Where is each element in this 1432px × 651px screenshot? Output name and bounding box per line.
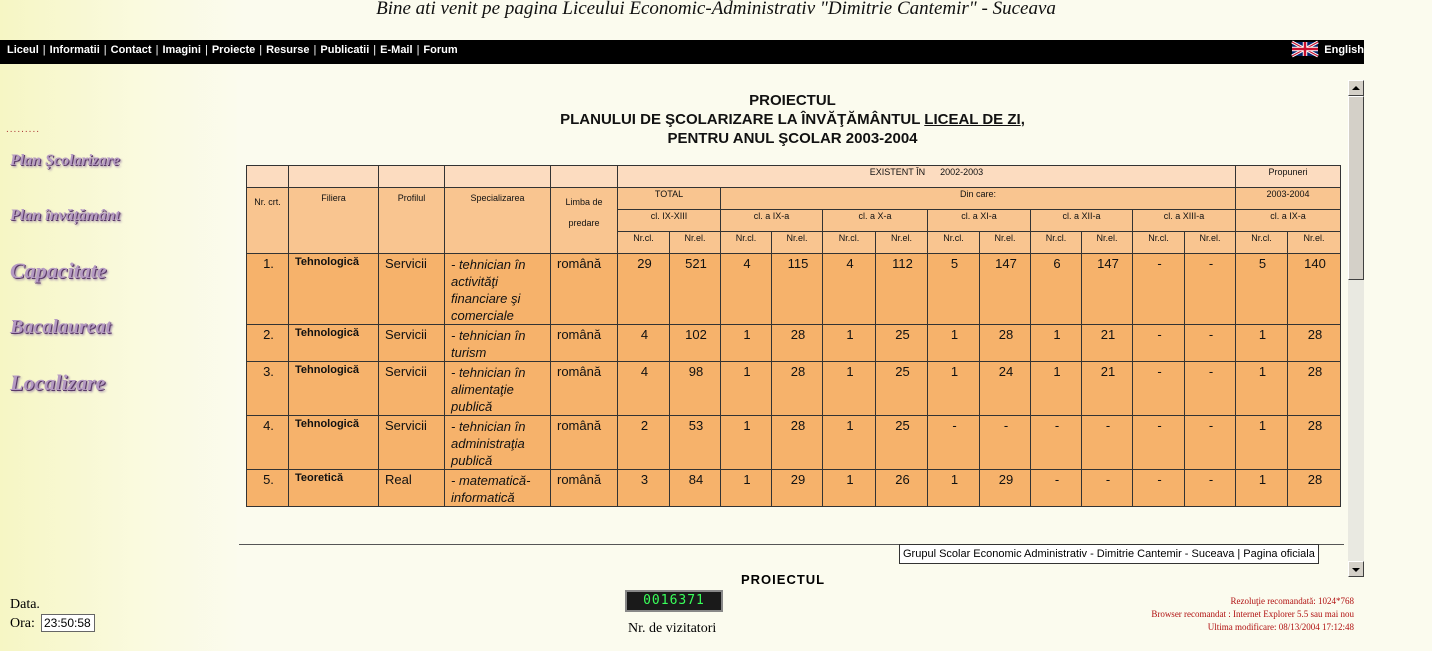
cell-value: 4 [618, 325, 670, 362]
propuneri-header: Propuneri [1236, 166, 1341, 188]
title-line-1: PROIECTUL [749, 92, 836, 109]
cell-value: 1 [721, 362, 772, 416]
cell-specializare: - tehnician în turism [445, 325, 551, 362]
cell-value: - [1185, 416, 1236, 470]
cell-value: 24 [980, 362, 1031, 416]
header-nrcl: Nr.cl. [823, 232, 876, 254]
cell-specializare: - tehnician în alimentaţie publică [445, 362, 551, 416]
header-specializare: Specializarea [445, 188, 551, 254]
table-row [247, 416, 1341, 470]
cell-value: - [1031, 416, 1082, 470]
cell-filiera: Tehnologică [289, 416, 379, 470]
cell-value: 1 [1236, 325, 1288, 362]
time-field[interactable] [41, 614, 95, 632]
nav-resurse[interactable]: Resurse [266, 44, 310, 56]
cell-value: 21 [1082, 362, 1133, 416]
table-row [247, 254, 1341, 325]
cell-value: 28 [1288, 416, 1341, 470]
cell-value: 102 [670, 325, 721, 362]
cell-value: - [1133, 416, 1185, 470]
sidebar-item-capacitate[interactable]: Capacitate [10, 258, 107, 283]
cell-value: 21 [1082, 325, 1133, 362]
cell-limba: română [551, 362, 618, 416]
cell-nr: 2. [247, 325, 289, 362]
cell-value: 112 [876, 254, 928, 325]
header-nrel: Nr.el. [670, 232, 721, 254]
cell-nr: 4. [247, 416, 289, 470]
main-content [237, 80, 1348, 587]
english-label: English [1324, 44, 1364, 56]
header-nrcl: Nr.cl. [618, 232, 670, 254]
cell-value: 5 [928, 254, 980, 325]
cell-value: 28 [772, 362, 823, 416]
cell-limba: română [551, 325, 618, 362]
header-cl-ix-prop: cl. a IX-a [1236, 210, 1341, 232]
cell-profil: Servicii [379, 416, 445, 470]
cell-value: - [1185, 362, 1236, 416]
time-label: Ora: [10, 616, 35, 631]
header-nr: Nr. crt. [247, 188, 289, 254]
cell-nr: 3. [247, 362, 289, 416]
nav-forum[interactable]: Forum [423, 44, 458, 56]
cell-nr: 5. [247, 470, 289, 507]
arrow-up-icon [1352, 86, 1360, 90]
cell-value: 521 [670, 254, 721, 325]
cell-value: - [1185, 254, 1236, 325]
cell-value: - [1185, 470, 1236, 507]
official-page-label: Grupul Scolar Economic Administrativ - Dimitrie Cantemir - Suceava | Pagina oficiala [899, 544, 1319, 564]
header-nrel: Nr.el. [876, 232, 928, 254]
cell-value: 1 [928, 362, 980, 416]
header-propuneri-year: 2003-2004 [1236, 188, 1341, 210]
cell-value: 115 [772, 254, 823, 325]
nav-liceul[interactable]: Liceul [7, 44, 39, 56]
cell-value: 1 [721, 416, 772, 470]
header-cl-ix: cl. a IX-a [721, 210, 823, 232]
cell-filiera: Tehnologică [289, 362, 379, 416]
arrow-down-icon [1352, 568, 1360, 572]
cell-value: 28 [1288, 362, 1341, 416]
cell-value: 1 [823, 470, 876, 507]
cell-value: - [1133, 254, 1185, 325]
sidebar-item-plan-invatamant[interactable]: Plan învățământ [10, 207, 120, 224]
cell-value: 28 [1288, 470, 1341, 507]
cell-value: 1 [928, 470, 980, 507]
header-din-care: Din care: [721, 188, 1236, 210]
cell-value: - [1133, 362, 1185, 416]
sidebar-item-plan-scolarizare[interactable]: Plan Școlarizare [10, 152, 120, 169]
cell-value: 2 [618, 416, 670, 470]
title-line-3: PENTRU ANUL ŞCOLAR 2003-2004 [667, 130, 918, 147]
nav-email[interactable]: E-Mail [380, 44, 413, 56]
cell-specializare: - matematică-informatică [445, 470, 551, 507]
nav-imagini[interactable]: Imagini [162, 44, 201, 56]
header-nrel: Nr.el. [1185, 232, 1236, 254]
info-last-modified: Ultima modificare: 08/13/2004 17:12:48 [1207, 622, 1354, 632]
date-label: Data. [10, 597, 40, 612]
nav-proiecte[interactable]: Proiecte [211, 44, 256, 56]
sidebar-dots: ......... [6, 124, 41, 135]
header-limba: Limba de predare [551, 188, 618, 254]
visitor-counter: 0016371 [625, 590, 723, 612]
document-title [237, 91, 1348, 148]
cell-value: 147 [980, 254, 1031, 325]
page-title: Bine ati venit pe pagina Liceului Economic-Administrativ "Dimitrie Cantemir" - Suceava [376, 0, 1056, 19]
cell-value: 28 [772, 416, 823, 470]
cell-value: 53 [670, 416, 721, 470]
cell-value: - [980, 416, 1031, 470]
header-filiera: Filiera [289, 188, 379, 254]
cell-value: 1 [1236, 470, 1288, 507]
cell-profil: Servicii [379, 254, 445, 325]
cell-value: 84 [670, 470, 721, 507]
cell-value: 26 [876, 470, 928, 507]
nav-informatii[interactable]: Informatii [49, 44, 100, 56]
table-row [247, 362, 1341, 416]
scroll-thumb[interactable] [1348, 96, 1364, 280]
english-language-link[interactable] [1292, 40, 1364, 64]
cell-profil: Servicii [379, 325, 445, 362]
cell-value: 147 [1082, 254, 1133, 325]
cell-limba: română [551, 254, 618, 325]
cell-value: 1 [823, 325, 876, 362]
cell-value: 29 [772, 470, 823, 507]
header-nrcl: Nr.cl. [1236, 232, 1288, 254]
header-total-range: cl. IX-XIII [618, 210, 721, 232]
cell-value: 29 [980, 470, 1031, 507]
sidebar-item-bacalaureat[interactable]: Bacalaureat [10, 316, 112, 338]
scroll-down-button[interactable] [1348, 561, 1364, 577]
cell-value: 1 [721, 325, 772, 362]
next-section-heading: PROIECTUL [741, 572, 826, 587]
info-resolution: Rezoluţie recomandată: 1024*768 [1230, 596, 1354, 606]
cell-value: - [1185, 325, 1236, 362]
header-nrel: Nr.el. [1288, 232, 1341, 254]
cell-limba: română [551, 416, 618, 470]
cell-value: 25 [876, 362, 928, 416]
info-browser: Browser recomandat : Internet Explorer 5.5 sau mai nou [1151, 609, 1354, 619]
cell-profil: Real [379, 470, 445, 507]
cell-profil: Servicii [379, 362, 445, 416]
header-nrel: Nr.el. [1082, 232, 1133, 254]
cell-value: - [1133, 325, 1185, 362]
table-row [247, 470, 1341, 507]
cell-value: 4 [721, 254, 772, 325]
cell-value: - [1082, 416, 1133, 470]
nav-links: Liceul | Informatii | Contact | Imagini | Proiecte | Resurse | Publicatii | E-Mail | Forum [3, 40, 462, 64]
cell-value: 28 [772, 325, 823, 362]
header-profil: Profilul [379, 188, 445, 254]
cell-value: 1 [1031, 325, 1082, 362]
cell-value: 1 [823, 416, 876, 470]
title-line-2: PLANULUI DE ŞCOLARIZARE LA ÎNVĂŢĂMÂNTUL LICEAL DE ZI, [560, 111, 1025, 128]
header-nrel: Nr.el. [980, 232, 1031, 254]
header-nrel: Nr.el. [772, 232, 823, 254]
sidebar-item-localizare[interactable]: Localizare [10, 370, 106, 395]
school-plan-table [246, 165, 1341, 507]
cell-value: 1 [1031, 362, 1082, 416]
cell-value: - [928, 416, 980, 470]
top-navbar [0, 40, 1364, 64]
cell-value: 25 [876, 416, 928, 470]
cell-value: 6 [1031, 254, 1082, 325]
cell-value: 4 [823, 254, 876, 325]
cell-value: 5 [1236, 254, 1288, 325]
cell-value: 1 [721, 470, 772, 507]
existent-header: EXISTENT ÎN 2002-2003 [618, 166, 1236, 188]
cell-value: - [1133, 470, 1185, 507]
cell-specializare: - tehnician în administraţia publică [445, 416, 551, 470]
table-row [247, 325, 1341, 362]
cell-filiera: Teoretică [289, 470, 379, 507]
cell-value: 1 [928, 325, 980, 362]
header-nrcl: Nr.cl. [1031, 232, 1082, 254]
nav-contact[interactable]: Contact [110, 44, 152, 56]
cell-value: - [1082, 470, 1133, 507]
header-cl-x: cl. a X-a [823, 210, 928, 232]
uk-flag-icon [1292, 42, 1318, 56]
scroll-up-button[interactable] [1348, 80, 1364, 96]
site-info [1151, 595, 1354, 634]
cell-limba: română [551, 470, 618, 507]
cell-value: 3 [618, 470, 670, 507]
table-body [247, 254, 1341, 507]
cell-value: 140 [1288, 254, 1341, 325]
header-cl-xii: cl. a XII-a [1031, 210, 1133, 232]
header-cl-xi: cl. a XI-a [928, 210, 1031, 232]
header-nrcl: Nr.cl. [721, 232, 772, 254]
header-nrcl: Nr.cl. [928, 232, 980, 254]
visitor-counter-label: Nr. de vizitatori [628, 621, 717, 636]
cell-specializare: - tehnician în activităţi financiare şi comerciale [445, 254, 551, 325]
vertical-scrollbar[interactable] [1348, 80, 1364, 577]
cell-value: 1 [1236, 362, 1288, 416]
cell-nr: 1. [247, 254, 289, 325]
nav-publicatii[interactable]: Publicatii [320, 44, 370, 56]
cell-value: 4 [618, 362, 670, 416]
cell-value: 1 [1236, 416, 1288, 470]
cell-value: 29 [618, 254, 670, 325]
cell-value: 28 [1288, 325, 1341, 362]
cell-value: 1 [823, 362, 876, 416]
cell-value: 25 [876, 325, 928, 362]
cell-value: - [1031, 470, 1082, 507]
cell-filiera: Tehnologică [289, 325, 379, 362]
cell-value: 28 [980, 325, 1031, 362]
header-nrcl: Nr.cl. [1133, 232, 1185, 254]
header-total: TOTAL [618, 188, 721, 210]
header-cl-xiii: cl. a XIII-a [1133, 210, 1236, 232]
cell-filiera: Tehnologică [289, 254, 379, 325]
cell-value: 98 [670, 362, 721, 416]
